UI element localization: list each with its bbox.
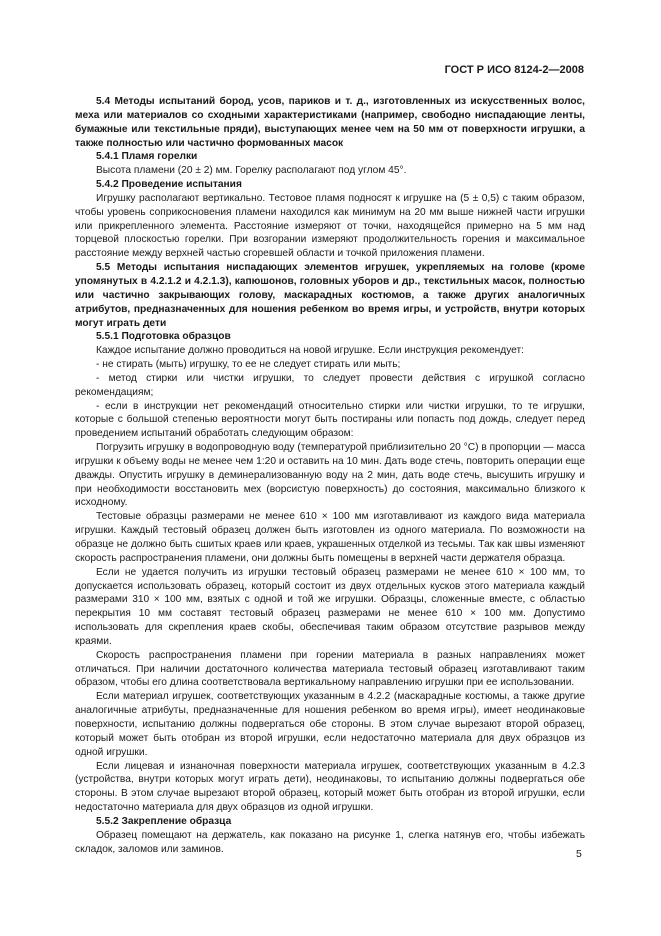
document-header: ГОСТ Р ИСО 8124-2—2008 (444, 64, 584, 76)
section-heading: 5.4 Методы испытаний бород, усов, париков и т. д., изготовленных из искусственных волос, меха или материалов со сходными характеристиками (например, свободно ниспадающие ленты, бумажные или текстильные пряди), выступающих менее чем на 50 мм от поверхности игрушки, а также полностью или частично формованных масок (75, 96, 585, 149)
section-heading: 5.4.2 Проведение испытания (96, 179, 242, 191)
section-heading: 5.5.1 Подготовка образцов (96, 331, 231, 343)
paragraph: Погрузить игрушку в водопроводную воду (температурой приблизительно 20 °С) в пропорции — масса игрушки к объему воды не менее чем 1:20 и оставить на 10 мин. Дать воде стечь, повторить операции еще дважды. Опустить игрушку в деминерализованную воду на 2 мин, дать воде стечь, высушить игрушку и при необходимости восстановить мех (ворсистую поверхность) до состояния, максимально близкого к исходному. (75, 442, 585, 509)
paragraph: Если материал игрушек, соответствующих указанным в 4.2.2 (маскарадные костюмы, а также другие аналогичные атрибуты, предназначенные для ношения ребенком во время игры), имеет неодинаковые поверхности, испытанию должны подвергаться обе стороны. В этом случае вырезают второй образец, который может быть отобран из второй игрушки, если недостаточно материала для двух образцов из одной игрушки. (75, 691, 585, 758)
paragraph: - метод стирки или чистки игрушки, то следует провести действия с игрушкой согласно рекомендациям; (75, 372, 585, 398)
paragraph: Тестовые образцы размерами не менее 610 × 100 мм изготавливают из каждого вида материала игрушки. Каждый тестовый образец должен быть изготовлен из одного материала. По возможности на образце не должно быть сшитых краев или краев, украшенных отделкой из тесьмы. Так как швы изменяют скорость распространения пламени, они должны быть помещены в верхней части держателя образца. (75, 511, 585, 564)
section-heading: 5.5.2 Закрепление образца (96, 815, 232, 827)
paragraph: - не стирать (мыть) игрушку, то ее не следует стирать или мыть; (96, 359, 401, 371)
section-heading: 5.5 Методы испытания ниспадающих элементов игрушек, укрепляемых на голове (кроме упомянутых в 4.2.1.2 и 4.2.1.3), капюшонов, головных уборов и др., текстильных масок, полностью или частично закрывающих голову, маскарадных костюмов, а также других аналогичных атрибутов, предназначенных для ношения ребенком во время игры, и устройств, внутри которых могут играть дети (75, 262, 585, 329)
paragraph: Каждое испытание должно проводиться на новой игрушке. Если инструкция рекомендует: (96, 345, 525, 357)
paragraph: Высота пламени (20 ± 2) мм. Горелку располагают под углом 45°. (96, 165, 407, 177)
paragraph: Скорость распространения пламени при горении материала в разных направлениях может отличаться. При наличии достаточного количества материала тестовый образец изготавливают таким образом, чтобы его длина соответствовала вертикальному направлению игрушки при ее использовании. (75, 649, 585, 689)
paragraph: Если лицевая и изнаночная поверхности материала игрушек, соответствующих указанным в 4.2.3 (устройства, внутри которых могут играть дети), неодинаковы, то испытанию должны подвергаться обе стороны. В этом случае вырезают второй образец, который может быть отобран из второй игрушки, если недостаточно материала для двух образцов из одной игрушки. (75, 760, 585, 814)
paragraph: Если не удается получить из игрушки тестовый образец размерами не менее 610 × 100 мм, то допускается использовать образец, который состоит из двух отдельных кусков этого материала каждый размерами 310 × 100 мм, взятых с одной и той же игрушки. Образцы, сложенные вместе, с областью перекрытия 10 мм составят тестовый образец размерами не менее 610 × 100 мм. Допустимо использовать для скрепления краев скобы, обеспечивая таким образом отсутствие разрывов между краями. (75, 566, 585, 647)
paragraph: Образец помещают на держатель, как показано на рисунке 1, слегка натянув его, чтобы избежать складок, заломов или заминов. (75, 829, 585, 855)
paragraph: Игрушку располагают вертикально. Тестовое пламя подносят к игрушке на (5 ± 0,5) с таким образом, чтобы уровень соприкосновения пламени находился как минимум на 20 мм выше нижней части игрушки или прикрепленного элемента. Расстояние измеряют от точки, находящейся примерно на 5 мм над торцевой плоскостью горелки. При возгорании измеряют продолжительность горения и максимальное расстояние между верхней частью сгоревшей области и точкой приложения пламени. (75, 192, 585, 260)
section-heading: 5.4.1 Пламя горелки (96, 151, 198, 163)
paragraph: - если в инструкции нет рекомендаций относительно стирки или чистки игрушки, то те игрушки, которые с большой степенью вероятности могут быть постираны или попасть под дождь, следует перед проведением испытаний обработать следующим образом: (75, 400, 585, 440)
document-body (75, 95, 585, 856)
page-number: 5 (576, 848, 582, 860)
